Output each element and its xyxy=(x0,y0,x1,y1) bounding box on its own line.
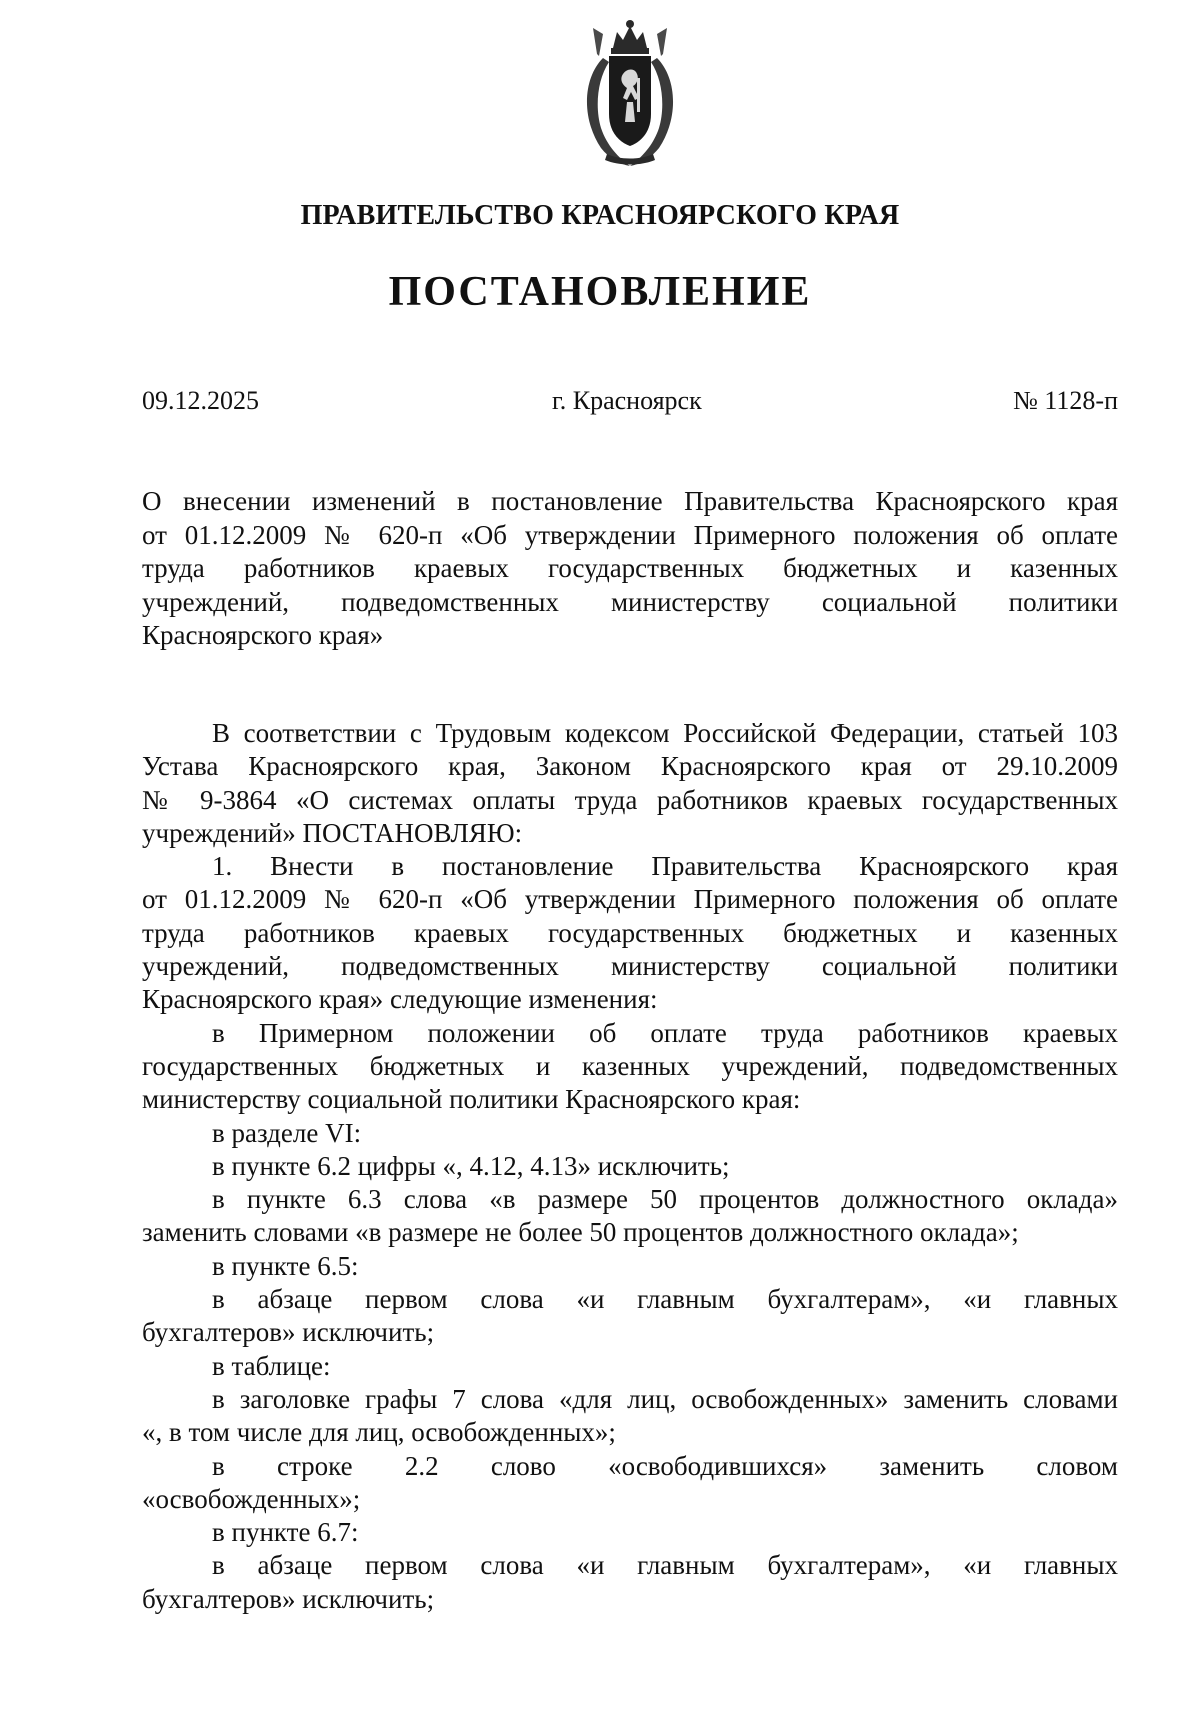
paragraph-6-7-first-abzats xyxy=(142,1549,1118,1616)
subject-line: труда работников краевых государственных бюджетных и казенных xyxy=(142,553,1118,583)
paragraph-section-vi xyxy=(142,1117,1118,1150)
body-line: бухгалтеров» исключить; xyxy=(142,1317,435,1348)
paragraph-item-1 xyxy=(142,850,1118,1016)
document-city: г. Красноярск xyxy=(552,386,702,415)
body-line: государственных бюджетных и казенных учреждений, подведомственных xyxy=(142,1050,1118,1081)
body-line: от 01.12.2009 № 620-п «Об утверждении Примерного положения об оплате xyxy=(142,884,1118,915)
paragraph-point-6-3 xyxy=(142,1183,1118,1250)
body-line: заменить словами «в размере не более 50 процентов должностного оклада»; xyxy=(142,1217,1019,1248)
body-line: в абзаце первом слова «и главным бухгалтерам», «и главных xyxy=(212,1550,1118,1581)
paragraph-row-2-2 xyxy=(142,1450,1118,1517)
document-type-title: ПОСТАНОВЛЕНИЕ xyxy=(388,269,812,315)
body-line: В соответствии с Трудовым кодексом Российской Федерации, статьей 103 xyxy=(212,718,1118,748)
body-line: труда работников краевых государственных бюджетных и казенных xyxy=(142,917,1118,948)
body-line: 1. Внести в постановление Правительства Красноярского края xyxy=(212,851,1118,882)
body-line: в пункте 6.5: xyxy=(212,1250,359,1281)
paragraph-regulation xyxy=(142,1017,1118,1117)
body-line: учреждений, подведомственных министерству социальной политики xyxy=(142,951,1118,982)
paragraph-preamble xyxy=(142,717,1118,850)
body-line: в заголовке графы 7 слова «для лиц, освобожденных» заменить словами xyxy=(212,1383,1118,1414)
document-date: 09.12.2025 xyxy=(142,386,259,415)
body-line: в абзаце первом слова «и главным бухгалтерам», «и главных xyxy=(212,1284,1118,1315)
paragraph-point-6-7 xyxy=(142,1516,1118,1549)
subject-line: Красноярского края» xyxy=(142,620,384,650)
body-line: бухгалтеров» исключить; xyxy=(142,1583,435,1614)
government-name: ПРАВИТЕЛЬСТВО КРАСНОЯРСКОГО КРАЯ xyxy=(300,200,900,231)
body-line: Красноярского края» следующие изменения: xyxy=(142,984,658,1015)
paragraph-table xyxy=(142,1350,1118,1383)
body-line: в разделе VI: xyxy=(212,1117,362,1148)
document-subject xyxy=(142,485,1118,653)
coat-of-arms-icon xyxy=(573,18,687,170)
document-number: № 1128-п xyxy=(1013,386,1118,415)
body-line: в пункте 6.7: xyxy=(212,1517,359,1548)
body-line: № 9-3864 «О системах оплаты труда работников краевых государственных xyxy=(142,784,1118,815)
subject-line: учреждений, подведомственных министерству социальной политики xyxy=(142,586,1118,617)
body-line: министерству социальной политики Красноярского края: xyxy=(142,1084,801,1115)
coat-of-arms-graphic xyxy=(573,18,687,170)
paragraph-point-6-2 xyxy=(142,1150,1118,1183)
subject-line: О внесении изменений в постановление Правительства Красноярского края xyxy=(142,486,1118,516)
document-body xyxy=(142,717,1118,1616)
body-line: в строке 2.2 слово «освободившихся» заменить словом xyxy=(212,1450,1118,1481)
subject-line: от 01.12.2009 № 620-п «Об утверждении Примерного положения об оплате xyxy=(142,519,1118,550)
body-line: «, в том числе для лиц, освобожденных»; xyxy=(142,1417,616,1448)
body-line: в таблице: xyxy=(212,1350,331,1381)
body-line: учреждений» ПОСТАНОВЛЯЮ: xyxy=(142,817,523,848)
paragraph-6-5-first-abzats xyxy=(142,1283,1118,1350)
body-line: Устава Красноярского края, Законом Красноярского края от 29.10.2009 xyxy=(142,751,1118,782)
body-line: в пункте 6.2 цифры «, 4.12, 4.13» исключить; xyxy=(212,1150,730,1181)
body-line: «освобожденных»; xyxy=(142,1483,361,1514)
body-line: в Примерном положении об оплате труда работников краевых xyxy=(212,1017,1118,1048)
paragraph-column-7-header xyxy=(142,1383,1118,1450)
paragraph-point-6-5 xyxy=(142,1250,1118,1283)
body-line: в пункте 6.3 слова «в размере 50 процентов должностного оклада» xyxy=(212,1184,1118,1215)
